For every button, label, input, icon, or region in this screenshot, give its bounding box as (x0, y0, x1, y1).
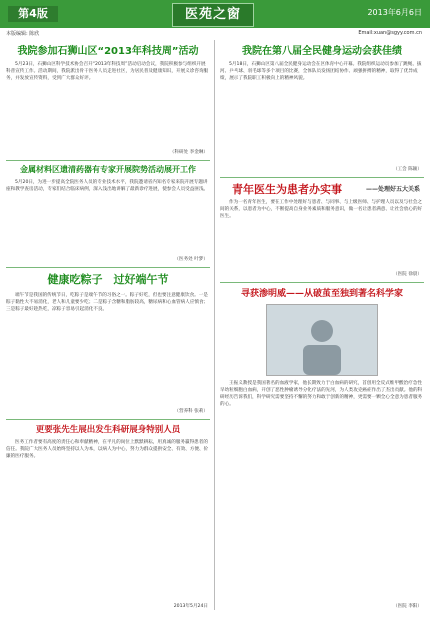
article-body: 作为一名青年医生，要在工作中处理好与患者、与同事、与上级医师、与护理人员以及与社会之间的关系，以患者为中心，不断提高自身业务素质和服务意识，做一名让患者满意、让社会放心的好医生。 (220, 200, 423, 219)
article-body: 王振义教授是我国著名的血液学家，他长期致力于白血病的研究，首创用全反式维甲酸治疗急性早幼粒细胞白血病，开创了恶性肿瘤诱导分化疗法的先河，为人类攻克癌症作出了杰出贡献。他的科研经历告诉我们，科学研究需要坚持不懈的努力和敢于创新的精神，更需要一颗全心全意为患者服务的心。 (220, 381, 423, 407)
article-title: 寻获渗明威——从破茧至独到著名科学家 (240, 289, 403, 299)
photo-placeholder-icon (267, 305, 377, 375)
article-title: 青年医生为患者办实事 (232, 183, 342, 196)
article-byline: （医务处 叶梦） (174, 257, 208, 262)
section-divider (6, 267, 210, 268)
contact-email: Email:xuan@sgyy.com.cn (358, 30, 422, 36)
article-science-week (6, 42, 210, 157)
article-byline: （工会 陈颖） (392, 167, 422, 172)
article-expert-lecture (6, 164, 210, 264)
article-young-doctor (220, 181, 424, 279)
article-title: 更要张先生展出发生科研展身特别人员 (35, 425, 181, 435)
article-byline: （医院 李阳） (392, 604, 422, 609)
scientist-photo (266, 304, 378, 376)
article-byline: （营养科 张莉） (174, 409, 208, 414)
page-number: 第4版 (8, 6, 58, 22)
info-bar (0, 28, 430, 37)
article-dedication (6, 423, 210, 611)
article-subtitle: ——处理好五大关系 (365, 186, 420, 193)
section-divider (220, 282, 424, 283)
title-row (220, 181, 424, 195)
top-banner (0, 0, 430, 28)
section-divider (6, 419, 210, 420)
article-byline: 2013年5月24日 (173, 604, 208, 609)
article-title: 金属材料区遗清药器有专家开展院势活动展开工作 (20, 165, 196, 174)
article-title: 我院参加石狮山区“2013年科技周”活动 (17, 46, 199, 57)
article-body: 医务工作者要有高度的责任心和奉献精神，在平凡的岗位上默默耕耘，用真诚的服务赢得患者的信任。我院广大医务人员始终坚持以人为本，以病人为中心，努力为群众提供安全、有效、方便、价廉的医疗服务。 (6, 440, 209, 459)
masthead-title: 医苑之窗 (172, 3, 254, 27)
article-title: 健康吃粽子 过好端午节 (47, 273, 169, 286)
section-divider (220, 177, 424, 178)
article-body: 端午节是我国的传统节日，吃粽子是端午节的习俗之一。粽子好吃，但也要注意健康饮食。一是粽子黏性大不易消化，老人和儿童要少吃；二是粽子含糖和脂肪较高，糖尿病和心血管病人应慎食；三是粽子最好趁热吃，凉粽子容易引起消化不良。 (6, 293, 209, 312)
column-divider (214, 40, 215, 610)
article-title: 我院在第八届全民健身运动会获佳绩 (242, 46, 402, 57)
article-sports-meet (220, 42, 424, 174)
article-scientist (220, 286, 424, 611)
issue-date: 2013年6月6日 (367, 8, 422, 17)
article-byline: （医院 徐晨） (392, 272, 422, 277)
article-body: 5月23日，石狮山区科学技术协会召开“2013年科技周”活动启动会议，我院积极参与组织开展科普宣传工作。活动期间，我院派出骨干医务人员走进社区，为居民普及健康知识，开展义诊咨询服务，并发放宣传资料，受到广大群众好评。 (6, 62, 209, 81)
article-body: 5月20日，为进一步提高全院医务人员的专业技术水平，我院邀请省内知名专家来院开展专题讲座和教学查房活动，专家们结合临床病例，深入浅出地讲解了最新诊疗进展，使参会人员受益匪浅。 (6, 180, 209, 192)
article-byline: （科研处 李金琳） (169, 150, 208, 155)
section-divider (6, 160, 210, 161)
article-body: 5月18日，石狮山区第八届全民健身运动会在区体育中心开幕。我院组织运动员参加了跳绳、拔河、乒乓球、羽毛球等多个项目的比赛，全体队员发扬团结协作、顽强拼搏的精神，取得了优异成绩，展示了我院职工积极向上的精神风貌。 (220, 62, 422, 81)
editor-credit: 本版编辑: 陈欣 (6, 31, 40, 37)
article-zongzi (6, 271, 210, 416)
